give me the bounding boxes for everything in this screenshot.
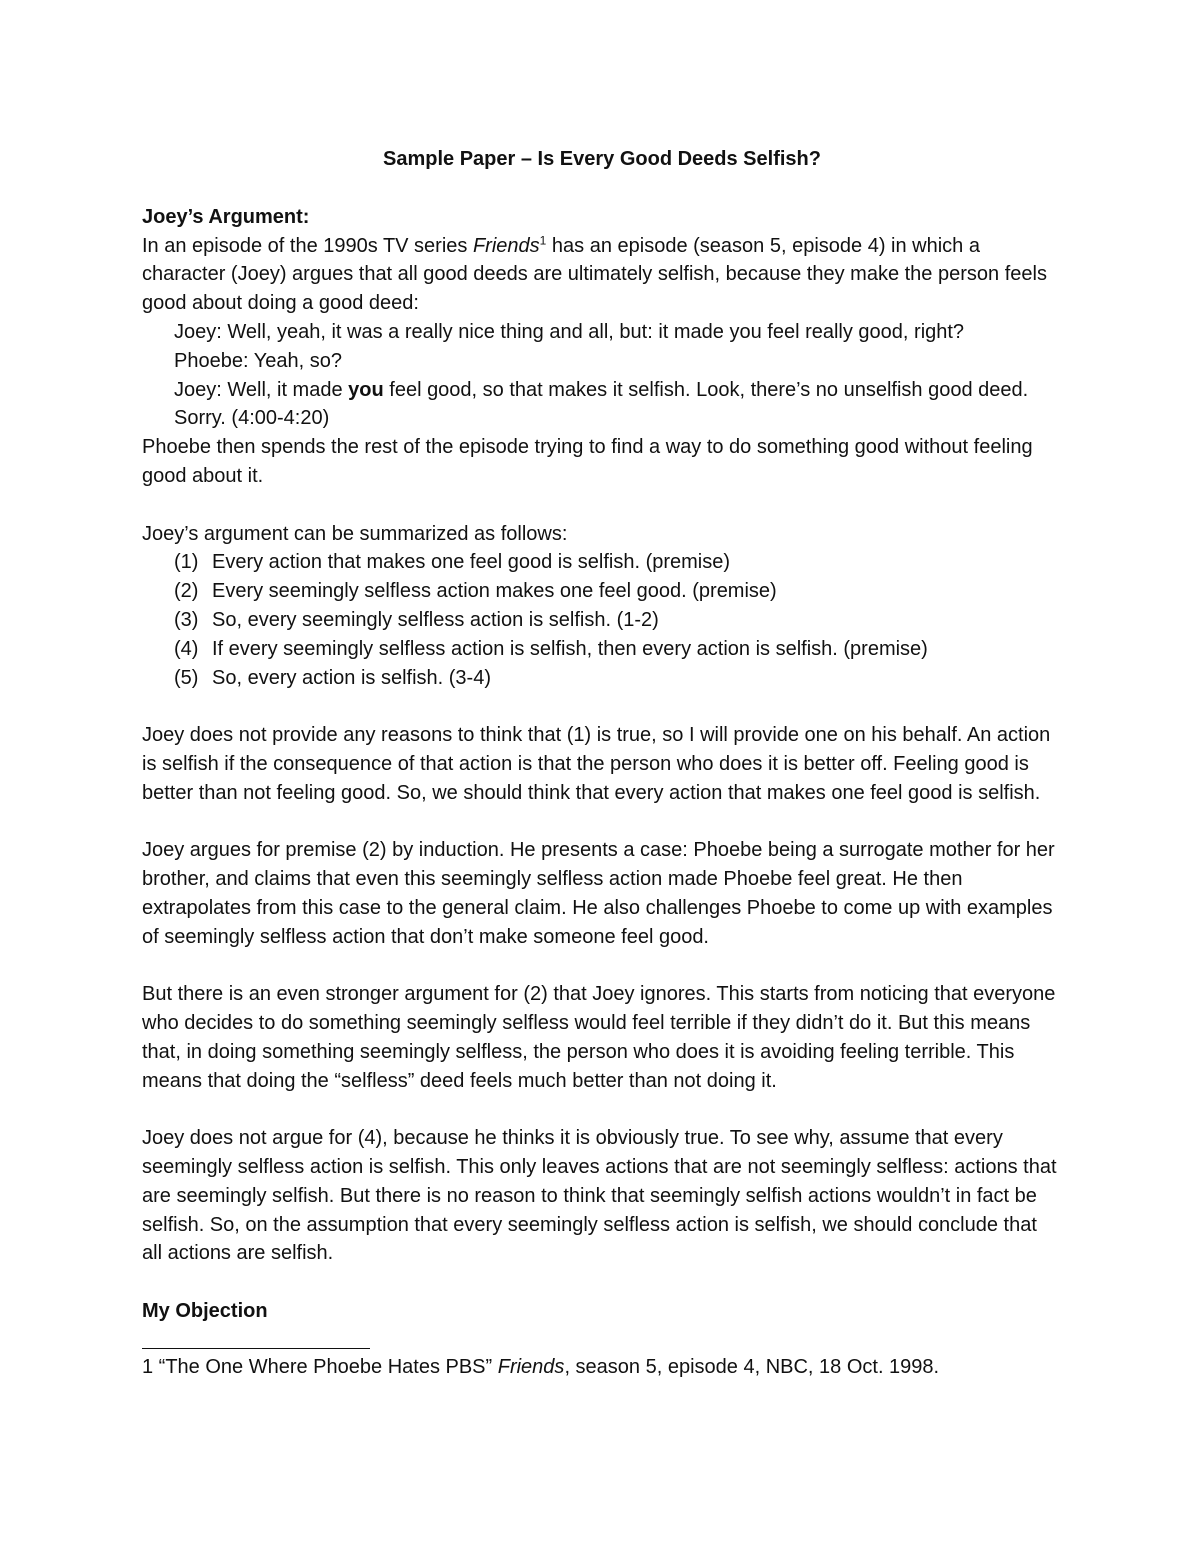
footnote-show-title: Friends xyxy=(497,1355,565,1378)
premise-text: If every seemingly selfless action is selfish, then every action is selfish. (premise) xyxy=(212,637,928,660)
premise-number: (2) xyxy=(174,580,199,603)
paragraph-gap xyxy=(142,952,1062,981)
dialogue-line-joey-1: Joey: Well, yeah, it was a really nice thing and all, but: it made you feel really good, right? xyxy=(174,320,965,343)
dialogue-text-start: Joey: Well, it made xyxy=(174,378,349,401)
document-title: Sample Paper – Is Every Good Deeds Selfish? xyxy=(383,148,821,170)
list-item xyxy=(174,635,1062,664)
dialogue-quote xyxy=(142,318,1062,433)
summary-lead: Joey’s argument can be summarized as follows: xyxy=(142,522,568,545)
premise-text: So, every seemingly selfless action is selfish. (1-2) xyxy=(212,608,659,631)
footnote xyxy=(142,1353,1062,1382)
dialogue-line-phoebe: Phoebe: Yeah, so? xyxy=(174,349,342,372)
intro-text-start: In an episode of the 1990s TV series xyxy=(142,234,473,257)
premise-number: (5) xyxy=(174,666,199,689)
document-page xyxy=(142,145,1062,1382)
paragraph-gap xyxy=(142,1268,1062,1297)
premise-text: Every seemingly selfless action makes one feel good. (premise) xyxy=(212,580,777,603)
paragraph-gap xyxy=(142,692,1062,721)
premise-number: (4) xyxy=(174,637,199,660)
footnote-text-start: 1 “The One Where Phoebe Hates PBS” xyxy=(142,1355,498,1378)
paragraph-gap xyxy=(142,1096,1062,1125)
body-paragraph-stronger-argument: But there is an even stronger argument for (2) that Joey ignores. This starts from noticing that everyone who decides to do something seemingly selfless would feel terrible if they didn’t do it. But this means that, in doing something seemingly selfless, the person who does it is avoiding feeling terrible. This means that doing the “selfless” deed feels much better than not doing it. xyxy=(142,983,1056,1092)
body-paragraph-premise-4: Joey does not argue for (4), because he thinks it is obviously true. To see why, assume that every seemingly selfless action is selfish. This only leaves actions that are not seemingly selfless: actions that are seemingly selfish. But there is no reason to think that seemingly selfish actions wouldn’t in fact be selfish. So, on the assumption that every seemingly selfless action is selfish, we should conclude that all actions are selfish. xyxy=(142,1127,1057,1265)
list-item xyxy=(174,606,1062,635)
intro-show-title: Friends xyxy=(472,234,540,257)
list-item xyxy=(174,548,1062,577)
list-item xyxy=(174,664,1062,693)
dialogue-emphasis: you xyxy=(348,378,384,401)
intro-paragraph xyxy=(142,232,1062,318)
premise-text: Every action that makes one feel good is selfish. (premise) xyxy=(212,551,731,574)
body-paragraph-premise-1: Joey does not provide any reasons to think that (1) is true, so I will provide one on his behalf. An action is selfish if the consequence of that action is that the person who does it is better off. Feeling good is better than not feeling good. So, we should think that every action that makes one feel good is selfish. xyxy=(142,724,1051,804)
dialogue-text-end: feel good, so that makes it selfish. Look, there’s no unselfish good deed. Sorry. (4:00-4:20) xyxy=(174,378,1029,430)
dialogue-line-joey-2 xyxy=(174,376,1062,434)
section-heading-joeys-argument: Joey’s Argument: xyxy=(142,205,310,228)
intro-text-end: has an episode (season 5, episode 4) in which a character (Joey) argues that all good deeds are ultimately selfish, because they make the person feels good about doing a good deed: xyxy=(142,234,1047,315)
footnote-divider xyxy=(142,1348,370,1349)
premise-number: (1) xyxy=(174,551,199,574)
paragraph-gap xyxy=(142,808,1062,837)
paragraph-gap xyxy=(142,491,1062,520)
footnote-marker: 1 xyxy=(539,232,547,247)
body-paragraph-premise-2: Joey argues for premise (2) by induction. He presents a case: Phoebe being a surrogate mother for her brother, and claims that even this seemingly selfless action made Phoebe feel great. He then extrapolates from this case to the general claim. He also challenges Phoebe to come up with examples of seemingly selfless action that don’t make someone feel good. xyxy=(142,839,1055,948)
premise-number: (3) xyxy=(174,608,199,631)
section-heading-my-objection: My Objection xyxy=(142,1300,268,1323)
footnote-text-end: , season 5, episode 4, NBC, 18 Oct. 1998. xyxy=(564,1355,940,1378)
list-item xyxy=(174,577,1062,606)
premise-text: So, every action is selfish. (3-4) xyxy=(212,666,491,689)
outro-paragraph: Phoebe then spends the rest of the episode trying to find a way to do something good without feeling good about it. xyxy=(142,436,1033,487)
premise-list xyxy=(142,548,1062,692)
